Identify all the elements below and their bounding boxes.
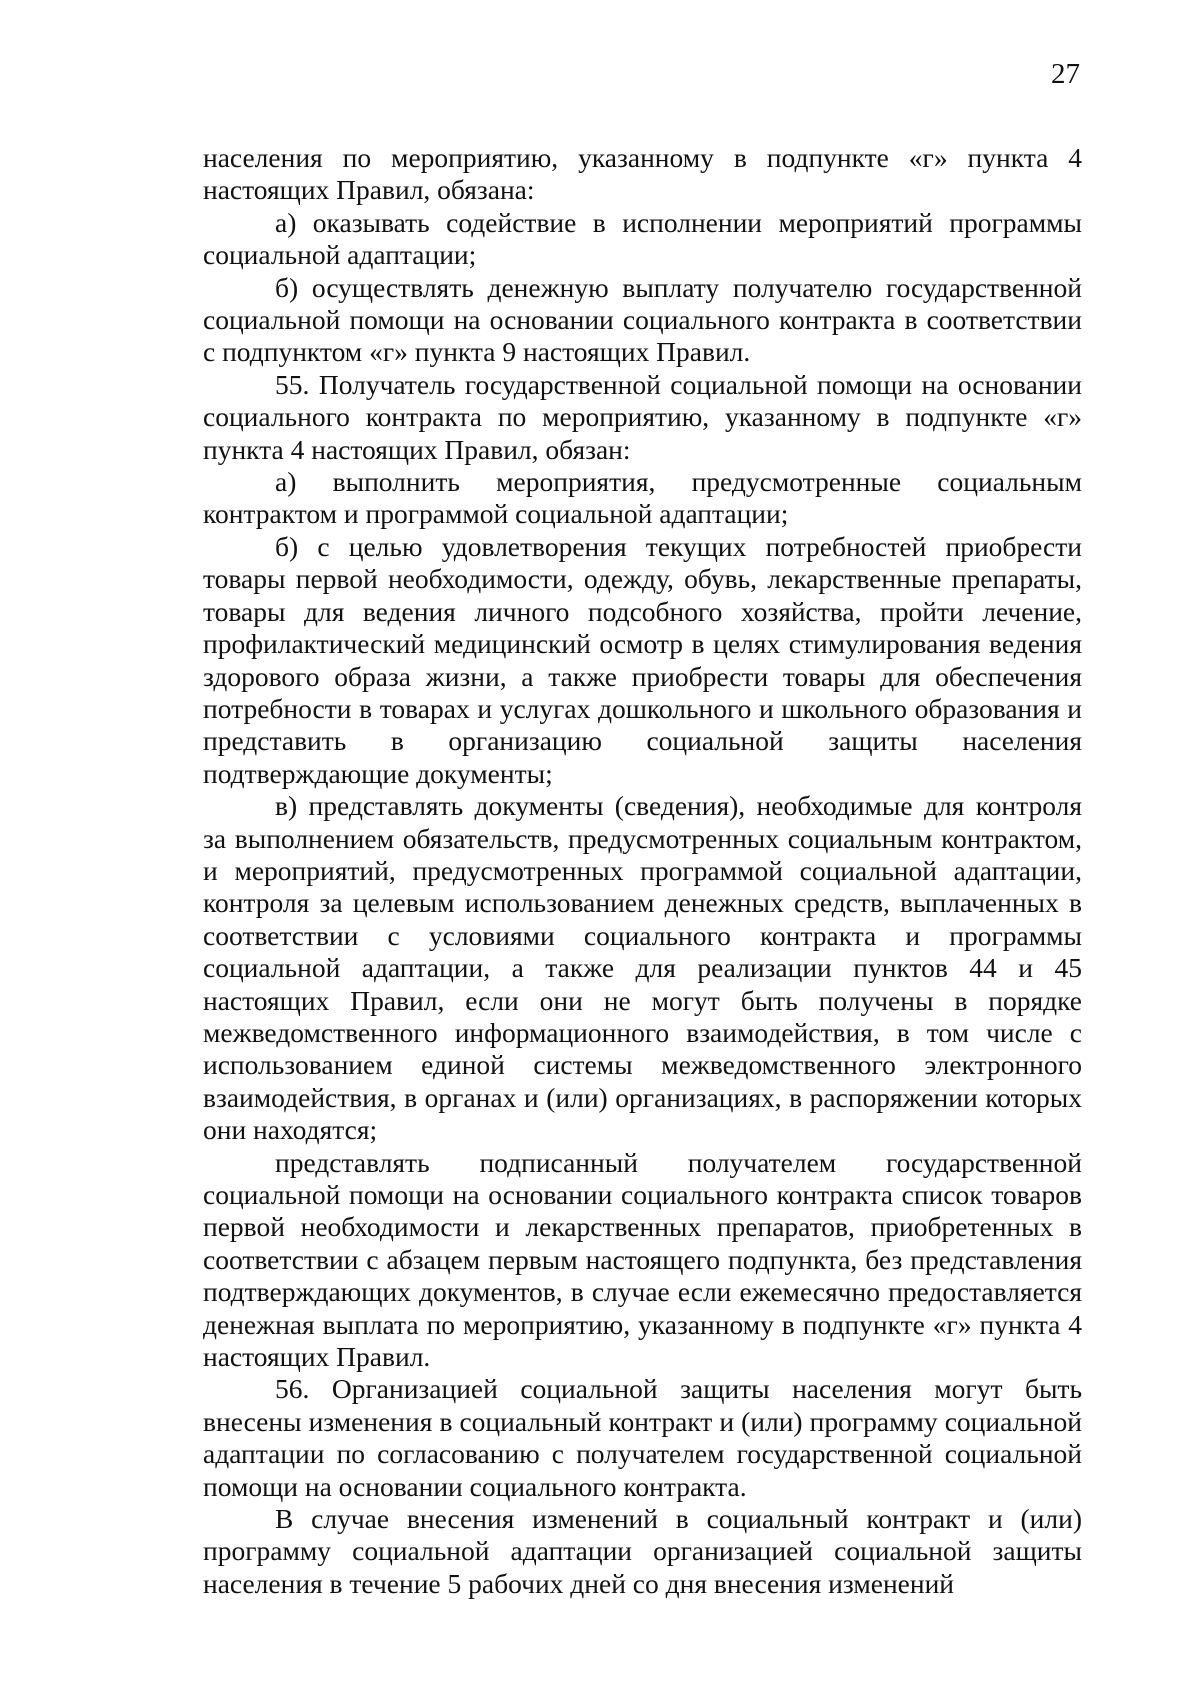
paragraph-item-a: а) оказывать содействие в исполнении мероприятий программы социальной адаптации; [203,206,1082,271]
page-number: 27 [1051,58,1080,90]
paragraph-clause-55-item-a: а) выполнить мероприятия, предусмотренные социальным контрактом и программой социальной адаптации; [203,466,1082,530]
paragraph-continuation: населения по мероприятию, указанному в подпункте «г» пункта 4 настоящих Правил, обязана: [203,142,1082,206]
paragraph-clause-55-item-b: б) с целью удовлетворения текущих потребностей приобрести товары первой необходимости, одежду, обувь, лекарственные препараты, товары для ведения личного подсобного хозяйства, пройти лечение, профилактический медицинский осмотр в целях стимулирования ведения здорового образа жизни, а также приобрести товары для обеспечения потребности в товарах и услугах дошкольного и школьного образования и представить в организацию социальной защиты населения подтверждающие документы; [203,530,1082,789]
paragraph-item-b: б) осуществлять денежную выплату получателю государственной социальной помощи на основании социального контракта в соответствии с подпунктом «г» пункта 9 настоящих Правил. [203,271,1082,368]
paragraph-clause-56: 56. Организацией социальной защиты населения могут быть внесены изменения в социальный контракт и (или) программу социальной адаптации по согласованию с получателем государственной социальной помощи на основании социального контракта. [203,1373,1082,1502]
paragraph-clause-55-item-v: в) представлять документы (сведения), необходимые для контроля за выполнением обязательств, предусмотренных социальным контрактом, и мероприятий, предусмотренных программой социальной адаптации, контроля за целевым использованием денежных средств, выплаченных в соответствии с условиями социального контракта и программы социальной адаптации, а также для реализации пунктов 44 и 45 настоящих Правил, если они не могут быть получены в порядке межведомственного информационного взаимодействия, в том числе с использованием единой системы межведомственного электронного взаимодействия, в органах и (или) организациях, в распоряжении которых они находятся; [203,790,1082,1146]
document-body [203,142,1082,1600]
paragraph-clause-55-item-v-continued: представлять подписанный получателем государственной социальной помощи на основании социального контракта список товаров первой необходимости и лекарственных препаратов, приобретенных в соответствии с абзацем первым настоящего подпункта, без представления подтверждающих документов, в случае если ежемесячно предоставляется денежная выплата по мероприятию, указанному в подпункте «г» пункта 4 настоящих Правил. [203,1146,1082,1373]
paragraph-clause-55: 55. Получатель государственной социальной помощи на основании социального контракта по мероприятию, указанному в подпункте «г» пункта 4 настоящих Правил, обязан: [203,368,1082,465]
paragraph-clause-56-continued: В случае внесения изменений в социальный контракт и (или) программу социальной адаптации организацией социальной защиты населения в течение 5 рабочих дней со дня внесения изменений [203,1503,1082,1599]
